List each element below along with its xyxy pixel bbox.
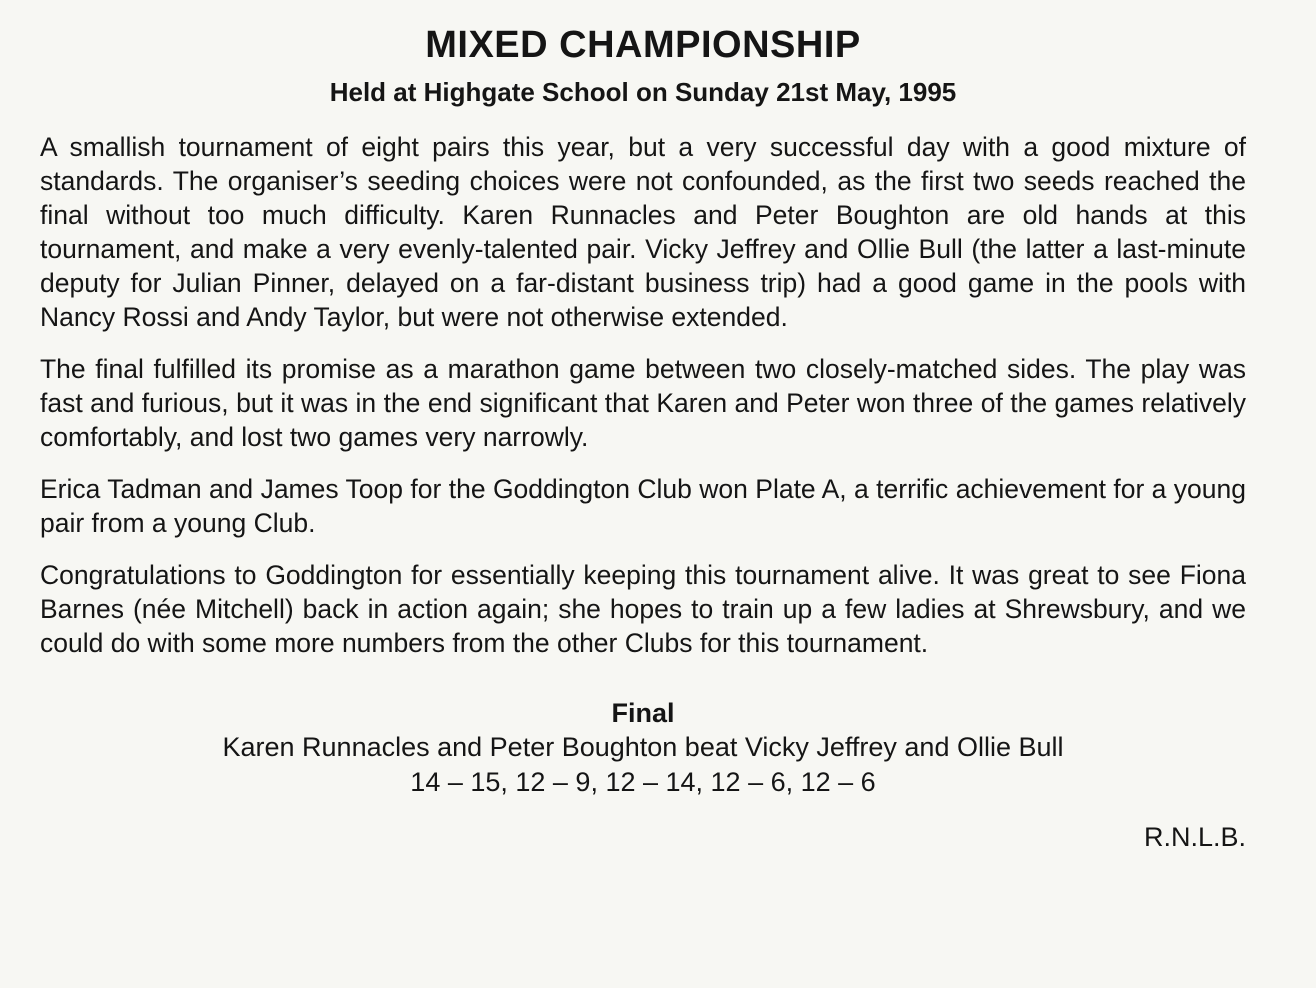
page-title: MIXED CHAMPIONSHIP: [425, 24, 861, 66]
final-result-block: [40, 696, 1246, 800]
author-signature: R.N.L.B.: [1143, 822, 1246, 852]
paragraph-intro: A smallish tournament of eight pairs this year, but a very successful day with a good mixture of standards. The organiser’s seeding choices were not confounded, as the first two seeds reached the final without too much difficulty. Karen Runnacles and Peter Boughton are old hands at this tournament, and make a very evenly-talented pair. Vicky Jeffrey and Ollie Bull (the latter a last-minute deputy for Julian Pinner, delayed on a far-distant business trip) had a good game in the pools with Nancy Rossi and Andy Taylor, but were not otherwise extended.: [40, 132, 1246, 332]
page-subtitle: Held at Highgate School on Sunday 21st May, 1995: [329, 77, 957, 107]
document-page: [40, 22, 1246, 854]
paragraph-plate-a: Erica Tadman and James Toop for the Goddington Club won Plate A, a terrific achievement for a young pair from a young Club.: [40, 474, 1246, 538]
final-result-text: Karen Runnacles and Peter Boughton beat Vicky Jeffrey and Ollie Bull: [222, 732, 1064, 762]
final-heading: Final: [611, 698, 675, 728]
final-scores: 14 – 15, 12 – 9, 12 – 14, 12 – 6, 12 – 6: [410, 767, 876, 797]
paragraph-final-summary: The final fulfilled its promise as a marathon game between two closely-matched sides. The play was fast and furious, but it was in the end significant that Karen and Peter won three of the games relatively comfortably, and lost two games very narrowly.: [40, 354, 1246, 452]
paragraph-congratulations: Congratulations to Goddington for essentially keeping this tournament alive. It was great to see Fiona Barnes (née Mitchell) back in action again; she hopes to train up a few ladies at Shrewsbury, and we could do with some more numbers from the other Clubs for this tournament.: [40, 560, 1246, 658]
